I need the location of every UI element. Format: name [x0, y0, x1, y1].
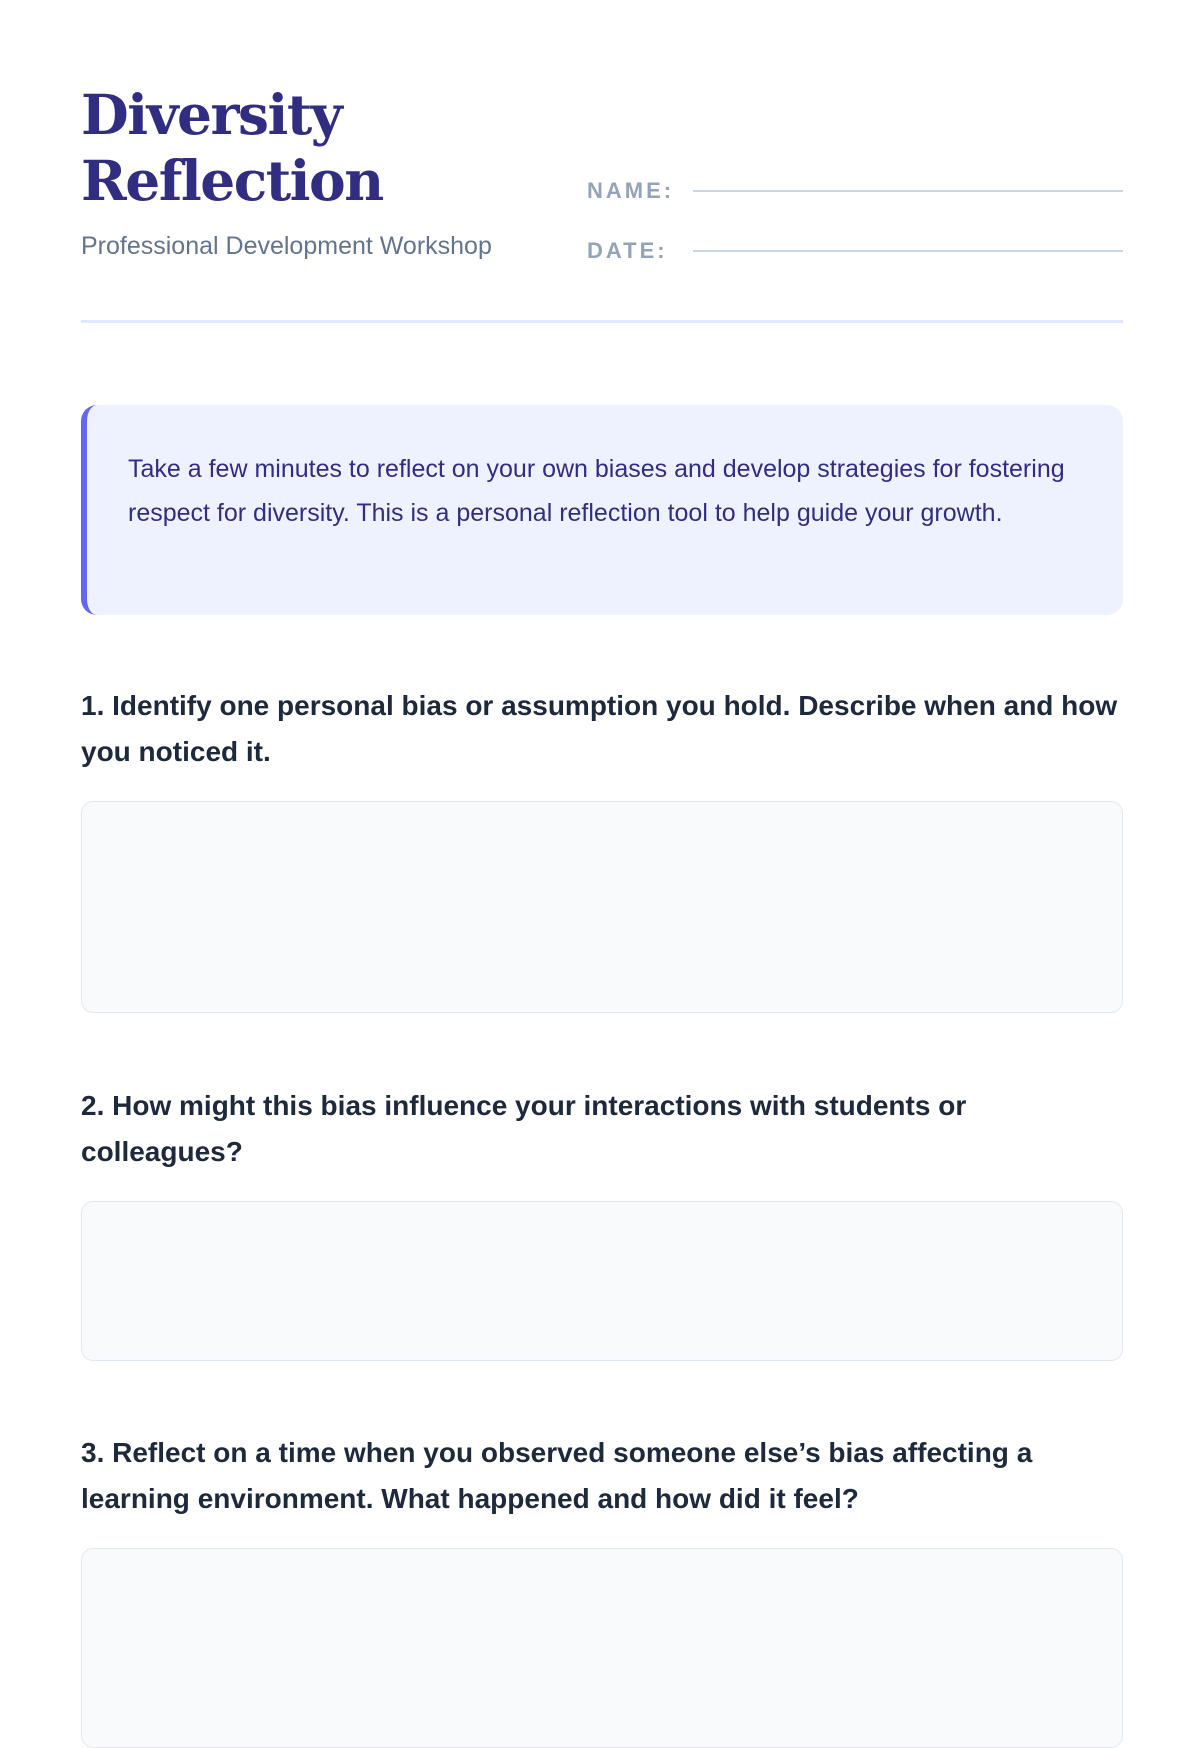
date-line[interactable] [693, 250, 1123, 252]
date-label: DATE: [587, 238, 668, 263]
worksheet-header [81, 0, 1123, 326]
question-1-answer-box[interactable] [81, 801, 1123, 1013]
question-2-prompt: 2. How might this bias influence your interactions with students or colleagues? [81, 1090, 967, 1167]
question-3-answer-box[interactable] [81, 1548, 1123, 1748]
intro-callout [81, 405, 1123, 615]
header-divider [81, 320, 1123, 323]
question-2 [81, 1083, 1123, 1175]
page-title-line-2: Reflection [81, 148, 383, 213]
page-subtitle: Professional Development Workshop [81, 232, 492, 260]
page-title-line-1: Diversity [81, 82, 342, 147]
intro-text: Take a few minutes to reflect on your own biases and develop strategies for fostering respect for diversity. This is a personal reflection tool to help guide your growth. [128, 455, 1065, 527]
date-field[interactable] [587, 236, 1123, 266]
name-line[interactable] [693, 190, 1123, 192]
question-2-answer-box[interactable] [81, 1201, 1123, 1361]
question-3 [81, 1430, 1123, 1522]
name-field[interactable] [587, 176, 1123, 206]
page-title [81, 82, 383, 214]
question-3-prompt: 3. Reflect on a time when you observed someone else’s bias affecting a learning environment. What happened and how did it feel? [81, 1437, 1033, 1514]
reflection-worksheet [81, 0, 1123, 1514]
question-1 [81, 683, 1123, 775]
question-1-prompt: 1. Identify one personal bias or assumption you hold. Describe when and how you noticed it. [81, 690, 1118, 767]
name-label: NAME: [587, 178, 675, 203]
